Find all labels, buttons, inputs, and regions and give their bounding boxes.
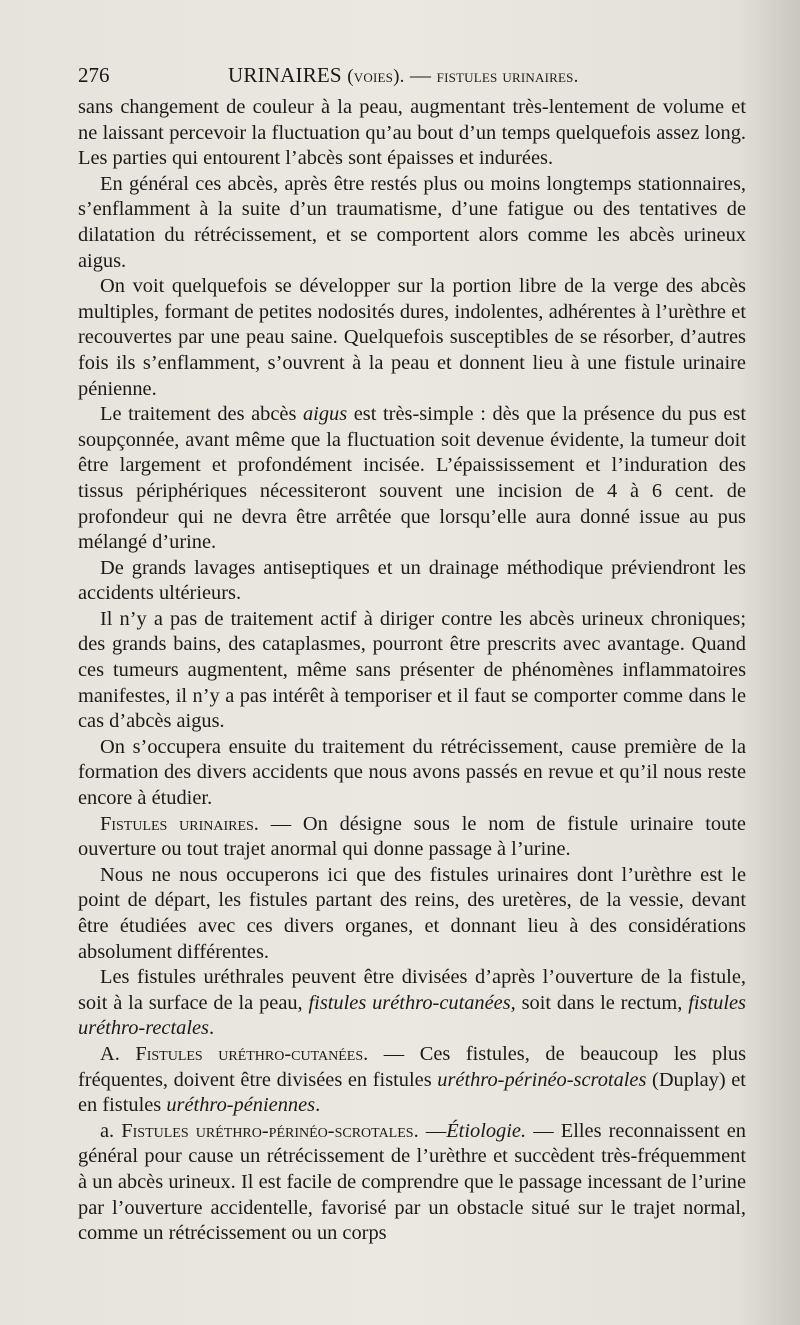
paragraph-11-italic-2: uréthro-péniennes: [166, 1094, 316, 1117]
paragraph-11: [78, 1042, 746, 1119]
paragraph-8: [78, 812, 746, 863]
paragraph-9: Nous ne nous occuperons ici que des fistules urinaires dont l’urèthre est le point de départ, les fistules partant des reins, des uretères, de la vessie, devant être étudiées avec ces divers organes, et donnant lieu à des considérations absolument différentes.: [78, 863, 746, 963]
section-heading-uretro-cutanees: Fistules uréthro-cutanées.: [135, 1042, 369, 1065]
paragraph-11-text-a: — Ces fistules, de beaucoup les plus fréquentes, doivent être divisées en fistules: [78, 1042, 746, 1091]
paragraph-2: En général ces abcès, après être restés plus ou moins longtemps stationnaires, s’enflamment à la suite d’un traumatisme, d’une fatigue ou des tentatives de dilatation du rétrécissement, et se comportent alors comme les abcès urineux aigus.: [78, 172, 746, 272]
section-heading-fistules-urinaires: Fistules urinaires.: [100, 812, 259, 835]
paragraph-11-lead: A.: [100, 1042, 136, 1065]
body-text: [78, 95, 746, 1247]
running-header: [78, 60, 746, 90]
paragraph-6: Il n’y a pas de traitement actif à diriger contre les abcès urineux chroniques; des grands bains, des cataplasmes, pourront être prescrits avec avantage. Quand ces tumeurs augmentent, même sans présenter de phénomènes inflammatoires manifestes, il n’y a pas intérêt à temporiser et il faut se comporter comme dans le cas d’abcès aigus.: [78, 607, 746, 733]
paragraph-3: On voit quelquefois se développer sur la portion libre de la verge des abcès multiples, formant de petites nodosités dures, indolentes, adhérentes à l’urèthre et recouvertes par une peau saine. Quelquefois susceptibles de se résorber, d’autres fois ils s’enflamment, s’ouvrent à la peau et donnent lieu à une fistule urinaire pénienne.: [78, 275, 746, 400]
running-title: [228, 60, 579, 92]
paragraph-10-text-a: Les fistules uréthrales peuvent être divisées d’après l’ouverture de la fistule, soit à la surface de la peau,: [78, 966, 746, 1014]
paragraph-11-text-c: .: [315, 1094, 321, 1117]
section-heading-perineo-scrotales: Fistules uréthro-périnéo-scrotales.: [121, 1119, 419, 1142]
paragraph-4: [78, 402, 746, 556]
paragraph-12: [78, 1119, 746, 1247]
title-dash: —: [410, 63, 432, 87]
paragraph-12-lead: a.: [100, 1119, 122, 1142]
paragraph-8-text: — On désigne sous le nom de fistule urinaire toute ouverture ou tout trajet anormal qui donne passage à l’urine.: [78, 812, 746, 861]
paragraph-7: On s’occupera ensuite du traitement du rétrécissement, cause première de la formation des divers accidents que nous avons passés en revue et qu’il nous reste encore à étudier.: [78, 735, 746, 810]
paragraph-10-italic-1: fistules uréthro-cutanées,: [308, 991, 516, 1014]
page-number: 276: [78, 63, 110, 87]
paragraph-4-text-a: Le traitement des abcès: [100, 403, 303, 426]
paragraph-10-text-b: soit dans le rectum,: [515, 991, 689, 1014]
paragraph-10: [78, 965, 746, 1042]
paragraph-12-italic: Étiologie.: [446, 1119, 527, 1142]
paragraph-12-text: — Elles reconnaissent en général pour cause un rétrécissement de l’urèthre et succèdent très-fréquemment à un abcès urineux. Il est facile de comprendre que le passage incessant de l’urine par l’ouverture accidentelle, favorisé par un obstacle situé sur le trajet normal, comme un rétrécissement ou un corps: [78, 1119, 747, 1245]
paragraph-10-italic-2: fistules uréthro-rectales: [78, 991, 746, 1040]
paragraph-4-text-b: est très-simple : dès que la présence du pus est soupçonnée, avant même que la fluctuation soit devenue évidente, la tumeur doit être largement et profondément incisée. L’épaississement et l’induration des tissus périphériques nécessiteront souvent une incision de 4 à 6 cent. de profondeur qui ne devra être arrêtée que lorsqu’elle aura donné issue au pus mélangé d’urine.: [78, 403, 746, 554]
paragraph-11-text-b: (Duplay) et en fistules: [78, 1068, 746, 1117]
title-small: (voies).: [347, 66, 405, 87]
paragraph-5: De grands lavages antiseptiques et un drainage méthodique préviendront les accidents ultérieurs.: [78, 556, 746, 605]
title-main: URINAIRES: [228, 63, 342, 87]
paragraph-4-italic: aigus: [302, 403, 348, 426]
paragraph-1: sans changement de couleur à la peau, augmentant très-lentement de volume et ne laissant percevoir la fluctuation qu’au bout d’un temps quelquefois assez long. Les parties qui entourent l’abcès sont épaisses et indurées.: [78, 96, 746, 170]
paragraph-12-dash: —: [418, 1119, 447, 1142]
title-subtitle: fistules urinaires.: [436, 66, 579, 87]
paragraph-11-italic-1: uréthro-périnéo-scrotales: [437, 1068, 647, 1091]
paragraph-10-text-c: .: [209, 1017, 215, 1040]
